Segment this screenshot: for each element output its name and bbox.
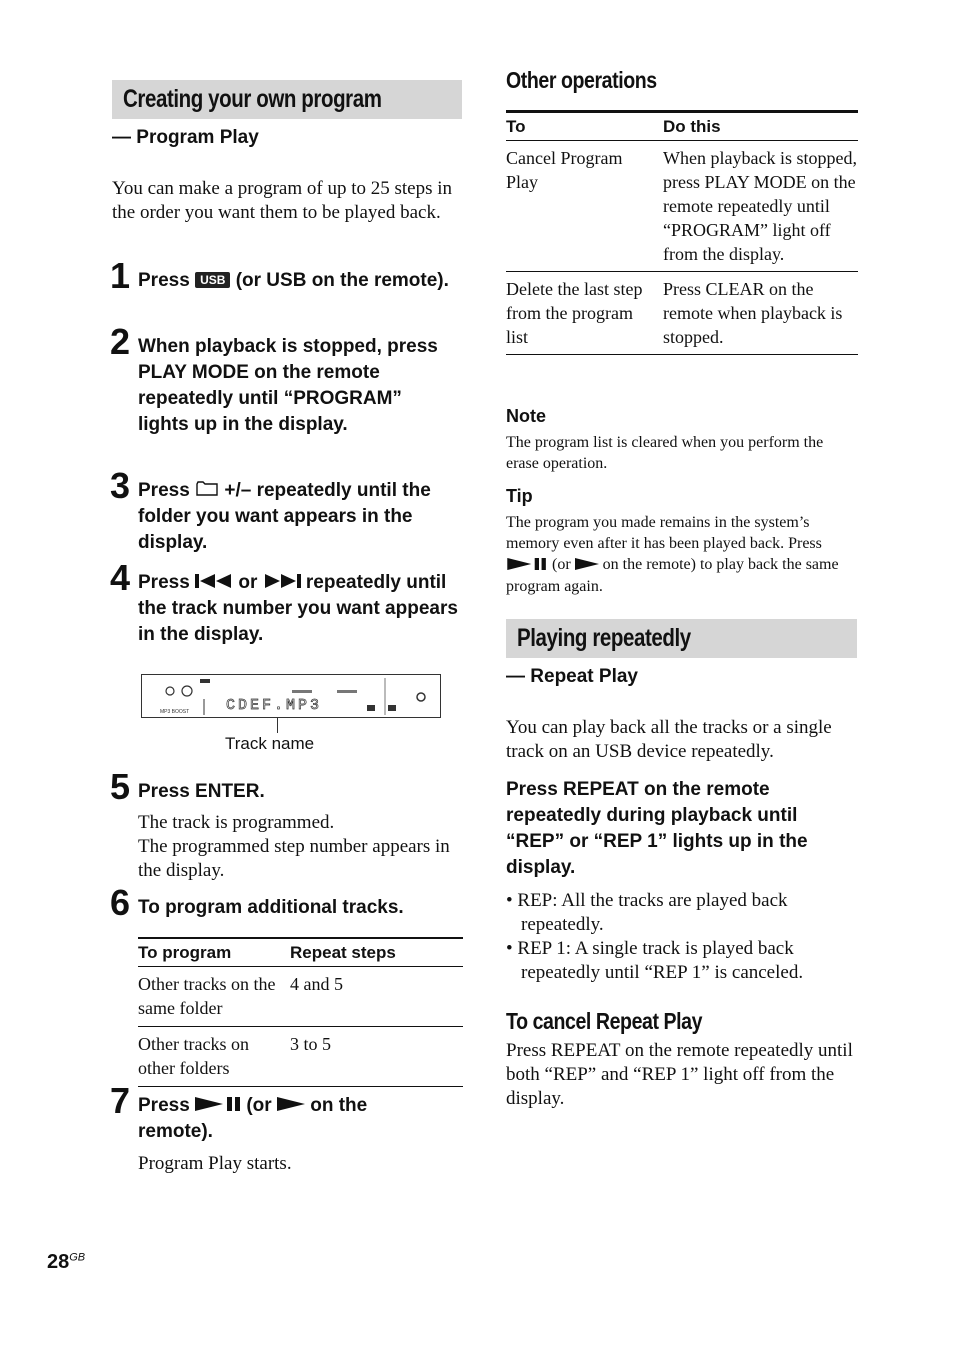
previous-track-icon <box>195 570 233 596</box>
table-row <box>506 272 858 355</box>
table-cell: When playback is stopped, press PLAY MODE on the remote repeatedly until “PROGRAM” light off from the display. <box>663 148 857 264</box>
other-operations-title: Other operations <box>506 67 657 93</box>
table-cell: Cancel Program Play <box>506 148 623 192</box>
table-cell: 4 and 5 <box>290 974 343 994</box>
list-item: • REP 1: A single track is played back repeatedly until “REP 1” is canceled. <box>506 938 804 983</box>
step-4-number: 4 <box>110 557 131 598</box>
table-row <box>138 1027 463 1087</box>
repeat-bullets <box>506 889 856 985</box>
step-1-text: Press USB (or USB on the remote). <box>138 270 449 291</box>
table-row <box>138 967 463 1027</box>
step-2-number: 2 <box>110 321 131 362</box>
step-7-text: Press (or on the remote). <box>138 1093 438 1145</box>
cancel-repeat-title: To cancel Repeat Play <box>506 1008 703 1034</box>
repeat-instruction: Press REPEAT on the remote repeatedly during playback until “REP” or “REP 1” lights up in the display. <box>506 779 808 878</box>
table-cell: Delete the last step from the program list <box>506 279 643 347</box>
next-track-icon <box>263 570 301 596</box>
table-header: To program <box>138 943 232 962</box>
play-icon <box>277 1093 305 1119</box>
table-header: To <box>506 117 526 136</box>
operations-table <box>506 110 858 355</box>
section-title-creating-program: Creating your own program <box>112 80 462 119</box>
play-icon <box>575 555 599 576</box>
tip-title: Tip <box>506 486 533 506</box>
table-cell: Other tracks on the same folder <box>138 974 276 1018</box>
note-title: Note <box>506 406 546 426</box>
usb-icon: USB <box>195 272 230 288</box>
step-7-body: Program Play starts. <box>138 1153 292 1174</box>
play-pause-icon <box>195 1093 241 1119</box>
step-6-number: 6 <box>110 882 131 923</box>
play-pause-icon <box>506 555 548 576</box>
caption-leader-line <box>277 718 278 733</box>
display-track-name: CDEF.MP3 <box>226 697 323 714</box>
table-cell: Press CLEAR on the remote when playback is stopped. <box>663 279 843 347</box>
program-table <box>138 937 463 1087</box>
note-text: The program list is cleared when you perform the erase operation. <box>506 434 824 472</box>
page-number: $28^{GB}$ <box>47 1251 86 1273</box>
step-2-text: When playback is stopped, press PLAY MODE on the remote repeatedly until “PROGRAM” lights up in the display. <box>138 336 438 435</box>
subtitle-program-play: — Program Play <box>112 127 259 148</box>
folder-icon <box>195 478 219 504</box>
table-cell: 3 to 5 <box>290 1034 332 1054</box>
step-3-number: 3 <box>110 465 131 506</box>
step-5-body: The track is programmed. The programmed step number appears in the display. <box>138 812 450 881</box>
section-title-playing-repeatedly: Playing repeatedly <box>506 619 857 658</box>
svg-text:MP3 BOOST: MP3 BOOST <box>160 709 190 715</box>
repeat-intro: You can play back all the tracks or a single track on an USB device repeatedly. <box>506 717 832 762</box>
step-6-text: To program additional tracks. <box>138 897 404 918</box>
tip-text: The program you made remains in the system’s memory even after it has been played back. Press (or on the remote) to play back the same program again. <box>506 514 839 595</box>
table-cell: Other tracks on other folders <box>138 1034 249 1078</box>
intro-paragraph: You can make a program of up to 25 steps in the order you want them to be played back. <box>112 178 453 223</box>
step-3-text: Press +/– repeatedly until the folder you want appears in the display. <box>138 478 463 556</box>
step-1-number: 1 <box>110 255 131 296</box>
table-header: Do this <box>663 117 721 136</box>
display-illustration <box>141 674 441 718</box>
subtitle-repeat-play: — Repeat Play <box>506 666 638 687</box>
table-header: Repeat steps <box>290 943 396 962</box>
cancel-repeat-text: Press REPEAT on the remote repeatedly until both “REP” and “REP 1” light off from the display. <box>506 1040 853 1109</box>
list-item: • REP: All the tracks are played back repeatedly. <box>506 890 788 935</box>
step-5-text: Press ENTER. <box>138 781 265 802</box>
step-5-number: 5 <box>110 766 131 807</box>
step-7-number: 7 <box>110 1080 131 1121</box>
table-row <box>506 141 858 272</box>
step-4-text: Press or repeatedly until the track number you want appears in the display. <box>138 570 463 648</box>
display-caption: Track name <box>225 734 315 753</box>
